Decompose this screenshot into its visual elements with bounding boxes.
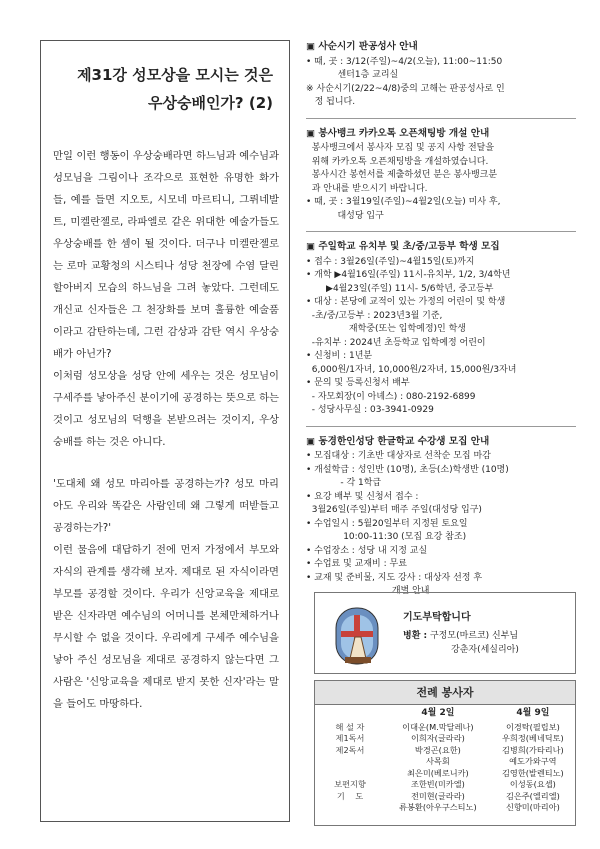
table-row — [315, 745, 575, 757]
table-cell: 해 설 자 — [335, 721, 365, 732]
liturgy-servers-box — [314, 680, 576, 826]
notice-line: • 문의 및 등록신청서 배부 — [306, 378, 410, 388]
notice-line: 봉사뱅크에서 봉사자 모집 및 공지 사항 전달을 — [306, 143, 495, 153]
notice-line: 6,000원/1자녀, 10,000원/2자녀, 15,000원/3자녀 — [306, 364, 517, 375]
notice-sunday-school — [306, 240, 576, 418]
notice-line: 과 안내를 받으시기 바랍니다. — [306, 183, 428, 194]
notice-line: • 때, 곳 : 3월19일(주일)~4월2일(오늘) 미사 후, — [306, 197, 501, 207]
server-name: 류봉환(아우구스티노) — [399, 802, 477, 812]
divider — [306, 231, 576, 232]
praying-hands-icon — [335, 607, 379, 665]
table-cell — [315, 756, 385, 768]
notice-line: - 성당사무실 : 03-3941-0929 — [306, 405, 434, 415]
table-header-row — [315, 705, 575, 722]
server-name: 신향미(마리아) — [505, 802, 560, 812]
prayer-name: 강춘자(세실리아) — [451, 645, 519, 655]
server-name: 이성동(요셉) — [509, 779, 556, 789]
notice-line: • 접수 : 3월26일(주일)~4월15일(토)까지 — [306, 256, 475, 267]
table-header: 4월 9일 — [516, 708, 550, 718]
table-cell — [491, 768, 575, 814]
article-title-line1: 제31강 성모상을 모시는 것은 — [77, 66, 273, 84]
notice-line: - 자모회장(이 아녜스) : 080-2192-6899 — [306, 391, 476, 402]
prayer-label: 병환 : — [403, 631, 428, 641]
table-row — [315, 768, 575, 814]
notice-line: -유치부 : 2024년 초등학교 입학예정 어린이 — [306, 337, 486, 348]
notice-line: 개별 안내 — [306, 586, 430, 596]
table-row — [315, 722, 575, 734]
server-name: 김영한(발렌티노) — [502, 767, 564, 778]
servers-title: 전례 봉사자 — [315, 681, 575, 705]
notice-heading: ▣ 주일학교 유치부 및 초/중/고등부 학생 모집 — [306, 241, 500, 252]
notice-line: -초/중/고등부 : 2023년3월 기준, — [306, 310, 443, 321]
article-body — [53, 145, 279, 715]
article-title — [53, 61, 279, 117]
notice-line: • 수업장소 : 성당 내 지정 교실 — [306, 545, 428, 556]
table-cell: 이희자(글라라) — [410, 733, 465, 743]
notice-heading: ▣ 동경한인성당 한글학교 수강생 모집 안내 — [306, 435, 490, 447]
table-cell: 우희정(베네딕토) — [502, 733, 564, 743]
article-paragraph: 만일 이런 행동이 우상숭배라면 하느님과 예수님과 성모님을 그림이나 조각으로 표현한 유명한 화가들, 예를 들면 지오토, 시모네 마르티니, 그뤼네발트, 미켈란젤로, 라파엘로 같은 위대한 예술가들도 우상숭배를 한 셈이 될 것이다. 더구나 미켈란젤로는 로마 교황청의 시스티나 성당 천장에 수염 달린 할아버지 모습의 하느님을 그려 놓았다. 그런데도 개신교 신자들은 그 천장화를 보며 훌륭한 예술품이라고 감탄하는데, 그런 감상과 감탄 역시 우상숭배가 아닌가? — [53, 150, 279, 360]
article-paragraph: 이런 물음에 대답하기 전에 먼저 가정에서 부모와 자식의 관계를 생각해 보자. 제대로 된 자식이라면 부모를 공경할 것이다. 우리가 신앙교육을 제대로 받은 신자라면 예수님의 어머니를 본체만체하거나 무시할 수 없을 것이다. 우리에게 구세주 예수님을 낳아 주신 성모님을 제대로 공경하지 않는다면 그 사람은 '신앙교육을 제대로 받지 못한 신자'라는 말을 들어도 마땅하다. — [53, 544, 279, 710]
table-row — [315, 756, 575, 768]
prayer-request-box — [314, 592, 576, 674]
notice-confession — [306, 40, 576, 110]
servers-table — [315, 705, 575, 814]
divider — [306, 118, 576, 119]
server-name: 김은주(엘리엘) — [505, 790, 560, 801]
table-cell: 제2독서 — [335, 744, 365, 755]
article-box — [40, 40, 290, 822]
notice-line: • 요강 배부 및 신청서 접수 : — [306, 491, 419, 502]
notice-line: 10:00-11:30 (모집 요강 참조) — [306, 532, 467, 542]
notice-kakaotalk — [306, 127, 576, 224]
notice-line: • 때, 곳 : 3/12(주일)~4/2(오늘), 11:00~11:50 — [306, 56, 503, 67]
notice-line: • 수업일시 : 5월20일부터 지정된 토요일 — [306, 518, 468, 529]
table-header — [315, 705, 385, 722]
table-cell: 이경탁(필립보) — [505, 721, 560, 732]
notice-heading: ▣ 봉사뱅크 카카오톡 오픈채팅방 개설 안내 — [306, 127, 490, 139]
prayer-title: 기도부탁합니다 — [403, 612, 471, 623]
table-cell: 이대운(M.막달레나) — [402, 721, 474, 732]
table-cell: 예도가와구역 — [509, 756, 557, 766]
notice-line: 위해 카카오톡 오픈채팅방을 개설하였습니다. — [306, 156, 489, 167]
article-paragraph: '도대체 왜 성모 마리아를 공경하는가? 성모 마리아도 우리와 똑같은 사람인데 왜 그렇게 떠받들고 공경하는가?' — [53, 478, 279, 534]
table-cell: 사목회 — [426, 756, 450, 766]
notice-line: • 신청비 : 1년분 — [306, 351, 373, 361]
notices-column — [306, 40, 576, 607]
notice-line: • 수업료 및 교재비 : 무료 — [306, 559, 407, 569]
notice-line: • 개설학급 : 성인반 (10명), 초등(소)학생반 (10명) — [306, 464, 509, 475]
notice-line: 정 됩니다. — [306, 97, 356, 107]
notice-line: 3월26일(주일)부터 매주 주일(대성당 입구) — [306, 505, 482, 515]
article-paragraph: 이처럼 성모상을 성당 안에 세우는 것은 성모님이 구세주를 낳아주신 분이기에 공경하는 뜻으로 하는 것이고 성모님의 덕행을 본받으려는 것이지, 우상숭배를 하는 것은 아니다. — [53, 370, 279, 448]
server-name: 전미현(글라라) — [410, 790, 465, 801]
notice-line: ▶4월23일(주일) 11시- 5/6학년, 중고등부 — [306, 283, 494, 294]
article-title-line2: 우상숭배인가? (2) — [147, 94, 273, 112]
notice-line: • 대상 : 본당에 교적이 있는 가정의 어린이 및 학생 — [306, 297, 506, 307]
table-row — [315, 733, 575, 745]
table-cell: 보편지향 기 도 — [334, 779, 366, 801]
notice-line: 봉사시간 봉헌서를 제출하셨던 분은 봉사뱅크분 — [306, 170, 498, 180]
divider — [306, 426, 576, 427]
server-name: 조한빈(미카엘) — [410, 779, 465, 789]
table-cell — [385, 768, 491, 814]
notice-heading: ▣ 사순시기 판공성사 안내 — [306, 41, 418, 52]
notice-korean-school — [306, 435, 576, 599]
notice-line: ※ 사순시기(2/22~4/8)중의 고해는 판공성사로 인 — [306, 83, 505, 94]
notice-line: • 모집대상 : 기초반 대상자로 선착순 모집 마감 — [306, 451, 491, 461]
notice-line: • 교재 및 준비물, 지도 강사 : 대상자 선정 후 — [306, 572, 483, 583]
notice-line: - 각 1학급 — [306, 478, 382, 488]
table-cell: 박경곤(요한) — [414, 744, 461, 755]
notice-line: • 개학 ▶4월16일(주일) 11시-유치부, 1/2, 3/4학년 — [306, 270, 511, 280]
table-cell: 제1독서 — [335, 733, 365, 743]
prayer-line — [403, 628, 518, 641]
notice-line: 재학중(또는 입학예정)인 학생 — [306, 324, 466, 334]
prayer-name: 구정모(마르코) 신부님 — [427, 631, 519, 641]
server-name: 최은미(베로니카) — [407, 767, 469, 778]
table-header: 4월 2일 — [421, 708, 455, 718]
notice-line: 대성당 입구 — [306, 210, 384, 221]
notice-line: 센터1층 교리실 — [306, 70, 399, 80]
table-cell: 김병희(가타리나) — [502, 744, 564, 755]
